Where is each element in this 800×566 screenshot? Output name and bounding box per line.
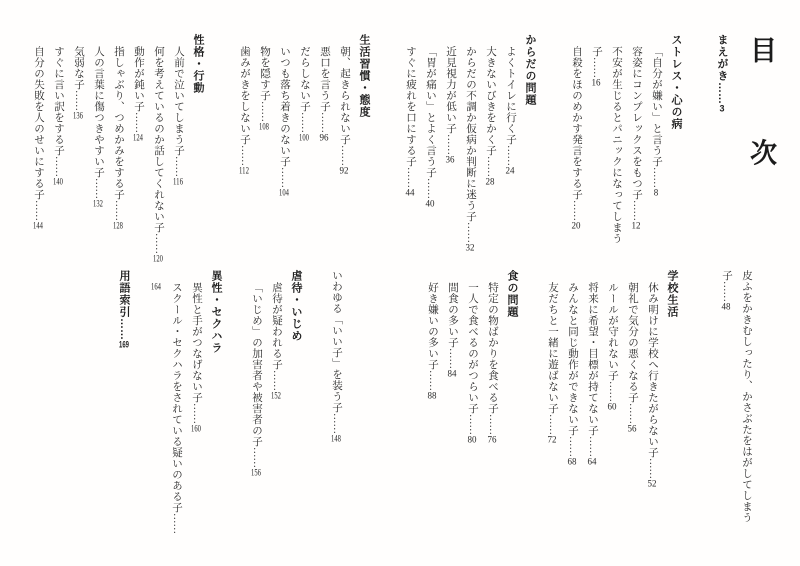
entry-label: 自殺をほのめかす発言をする子 bbox=[571, 46, 582, 200]
page-number: 40 bbox=[425, 199, 435, 208]
leader-dots: …… bbox=[153, 233, 164, 254]
page-number: 28 bbox=[485, 177, 495, 186]
leader-dots: …… bbox=[721, 281, 732, 302]
page-number: 136 bbox=[73, 111, 83, 120]
entry-label: いわゆる「いい子」を装う子 bbox=[331, 270, 342, 413]
section-header: 虐待・いじめ bbox=[290, 270, 302, 342]
toc-entry bbox=[108, 34, 128, 274]
leader-dots: …… bbox=[133, 112, 144, 133]
entry-label: 物を隠す子 bbox=[259, 46, 270, 101]
page-number: 80 bbox=[467, 435, 477, 444]
leader-dots: …… bbox=[647, 458, 658, 479]
toc-entry bbox=[246, 270, 266, 542]
entry-label: だらしない子 bbox=[299, 46, 310, 112]
leader-dots: …… bbox=[53, 156, 64, 177]
frontmatter-entry bbox=[712, 34, 732, 274]
toc-entry-continuation bbox=[716, 270, 756, 542]
leader-dots: …… bbox=[485, 156, 496, 177]
section-header: 性格・行動 bbox=[192, 34, 204, 94]
entry-label: スクール・セクハラをされている疑いのある子 bbox=[171, 282, 182, 513]
toc-entry bbox=[68, 34, 88, 274]
section-header: からだの問題 bbox=[524, 34, 536, 106]
entry-label: 友だちと一緒に遊ばない子 bbox=[547, 282, 558, 414]
toc-entry bbox=[422, 270, 442, 542]
toc-entry bbox=[602, 270, 622, 542]
toc-entry bbox=[582, 270, 602, 542]
leader-dots: …… bbox=[251, 447, 262, 468]
entry-label: からだの不調か仮病か判断に迷う子 bbox=[465, 46, 476, 222]
entry-label: 異性と手がつなげない子 bbox=[191, 282, 202, 403]
leader-dots: …… bbox=[173, 156, 184, 177]
entry-label: すぐに言い訳をする子 bbox=[53, 46, 64, 156]
page-number: 128 bbox=[113, 221, 123, 230]
entry-label: 虐待が疑われる子 bbox=[271, 282, 282, 370]
toc-entry bbox=[148, 34, 168, 274]
entry-label: 「いじめ」の加害者や被害者の子 bbox=[251, 282, 262, 447]
leader-dots: …… bbox=[445, 134, 456, 155]
section-body-problems bbox=[400, 34, 540, 274]
page-number: 20 bbox=[571, 221, 581, 230]
leader-dots: …… bbox=[118, 318, 130, 340]
leader-dots: …… bbox=[465, 222, 476, 243]
leader-dots: …… bbox=[587, 436, 598, 457]
page-number: 144 bbox=[33, 221, 43, 230]
glossary-index-entry bbox=[114, 270, 134, 542]
entry-label: 休み明けに学校へ行きたがらない子 bbox=[647, 282, 658, 458]
page-number: 140 bbox=[53, 177, 63, 186]
page-number: 164 bbox=[151, 282, 161, 291]
leader-dots: …… bbox=[447, 348, 458, 369]
section-header: 異性・セクハラ bbox=[210, 270, 222, 354]
toc-entry bbox=[642, 270, 662, 542]
leader-dots: …… bbox=[271, 370, 282, 391]
page-number: 132 bbox=[93, 199, 103, 208]
leader-dots: …… bbox=[567, 436, 578, 457]
page-number: 52 bbox=[647, 479, 657, 488]
entry-label: 人の言葉に傷つきやすい子 bbox=[93, 46, 104, 178]
leader-dots: …… bbox=[467, 414, 478, 435]
toc-left-page bbox=[114, 270, 756, 542]
leader-dots: …… bbox=[259, 101, 270, 122]
page-number: 44 bbox=[405, 188, 415, 197]
leader-dots: …… bbox=[113, 200, 124, 221]
leader-dots: …… bbox=[425, 178, 436, 199]
entry-label: いつも落ち着きのない子 bbox=[279, 46, 290, 167]
entry-label: 自分の失敗を人のせいにする子 bbox=[33, 46, 44, 200]
page-number: 100 bbox=[299, 133, 309, 142]
section-header: ストレス・心の病 bbox=[670, 34, 682, 130]
toc-right-page bbox=[28, 34, 778, 274]
entry-label: ルールが守れない子 bbox=[607, 282, 618, 381]
leader-dots: …… bbox=[279, 167, 290, 188]
entry-label: 「胃が痛い」とよく言う子 bbox=[425, 46, 436, 178]
page-number: 12 bbox=[631, 221, 641, 230]
leader-dots: …… bbox=[339, 145, 350, 166]
toc-entry bbox=[234, 34, 254, 274]
section-abuse-bullying bbox=[246, 270, 306, 542]
entry-label: 一人で食べるのがつらい子 bbox=[467, 282, 478, 414]
page-number: 56 bbox=[627, 424, 637, 433]
section-school-life bbox=[542, 270, 682, 542]
page-number: 8 bbox=[653, 188, 659, 197]
leader-dots: …… bbox=[505, 145, 516, 166]
entry-label: 間食の多い子 bbox=[447, 282, 458, 348]
entry-label: みんなと同じ動作ができない子 bbox=[567, 282, 578, 436]
page-number: 104 bbox=[279, 188, 289, 197]
entry-label: 好き嫌いの多い子 bbox=[427, 282, 438, 370]
entry-label: まえがき bbox=[716, 34, 728, 82]
toc-entry bbox=[480, 34, 500, 274]
toc-entry bbox=[128, 34, 148, 274]
toc-entry bbox=[168, 34, 188, 274]
toc-entry bbox=[482, 270, 502, 542]
entry-label: 皮ふをかきむしったり、かさぶたをはがしてしまう子 bbox=[721, 270, 752, 523]
page-number: 156 bbox=[251, 468, 261, 477]
toc-entry bbox=[586, 34, 626, 274]
toc-entry bbox=[146, 270, 186, 542]
toc-entry bbox=[88, 34, 108, 274]
page-number: 92 bbox=[339, 166, 349, 175]
entry-label: 「自分が嫌い」と言う子 bbox=[651, 46, 662, 167]
page-number: 96 bbox=[319, 133, 329, 142]
entry-label: 朝、起きられない子 bbox=[339, 46, 350, 145]
page-number: 72 bbox=[547, 435, 557, 444]
page-number: 76 bbox=[487, 435, 497, 444]
section-header: 学校生活 bbox=[666, 270, 678, 318]
toc-title: 目 次 bbox=[746, 36, 776, 190]
section-stress-mental bbox=[566, 34, 686, 274]
toc-entry bbox=[626, 34, 646, 274]
toc-entry bbox=[266, 270, 286, 542]
entry-label: 朝礼で気分の悪くなる子 bbox=[627, 282, 638, 403]
entry-label: 何を考えているのか話してくれない子 bbox=[153, 46, 164, 233]
page-number: 48 bbox=[721, 302, 731, 311]
section-personality-behavior bbox=[28, 34, 208, 274]
section-header: 食の問題 bbox=[506, 270, 518, 318]
toc-entry bbox=[440, 34, 460, 274]
leader-dots: …… bbox=[716, 82, 728, 104]
entry-label: 不安が生じるとパニックになってしまう子 bbox=[591, 46, 622, 244]
page-number: 112 bbox=[239, 166, 249, 175]
leader-dots: …… bbox=[607, 381, 618, 402]
section-food-problems bbox=[422, 270, 522, 542]
toc-entry bbox=[254, 34, 274, 274]
page-number: 32 bbox=[465, 243, 475, 252]
page-number: 64 bbox=[587, 457, 597, 466]
page-number: 24 bbox=[505, 166, 515, 175]
page-number: 116 bbox=[173, 177, 183, 186]
section-header: 生活習慣・態度 bbox=[358, 34, 370, 118]
entry-label: 近見視力が低い子 bbox=[445, 46, 456, 134]
toc-entry bbox=[334, 34, 354, 274]
entry-label: 将来に希望・目標が持てない子 bbox=[587, 282, 598, 436]
leader-dots: …… bbox=[627, 403, 638, 424]
leader-dots: …… bbox=[239, 145, 250, 166]
leader-dots: …… bbox=[631, 200, 642, 221]
section-opposite-sex-harassment bbox=[146, 270, 226, 542]
section-lifestyle-attitude bbox=[234, 34, 374, 274]
page-number: 160 bbox=[191, 424, 201, 433]
entry-label: 指しゃぶり、つめかみをする子 bbox=[113, 46, 124, 200]
toc-entry bbox=[400, 34, 420, 274]
leader-dots: …… bbox=[299, 112, 310, 133]
entry-label: 容姿にコンプレックスをもつ子 bbox=[631, 46, 642, 200]
page-number: 120 bbox=[153, 254, 163, 263]
page-number: 36 bbox=[445, 155, 455, 164]
toc-entry bbox=[420, 34, 440, 274]
entry-label: すぐに疲れを口にする子 bbox=[405, 46, 416, 167]
entry-label: 人前で泣いてしまう子 bbox=[173, 46, 184, 156]
entry-label: 動作が鈍い子 bbox=[133, 46, 144, 112]
page-number: 88 bbox=[427, 391, 437, 400]
page-number: 148 bbox=[331, 434, 341, 443]
leader-dots: …… bbox=[331, 413, 342, 434]
leader-dots: …… bbox=[547, 414, 558, 435]
toc-entry bbox=[566, 34, 586, 274]
toc-entry bbox=[646, 34, 666, 274]
entry-label: 大きないびきをかく子 bbox=[485, 46, 496, 156]
page-number: 3 bbox=[719, 104, 725, 113]
toc-entry bbox=[314, 34, 334, 274]
toc-entry bbox=[562, 270, 582, 542]
page-number: 84 bbox=[447, 369, 457, 378]
entry-label: 悪口を言う子 bbox=[319, 46, 330, 112]
page-number: 152 bbox=[271, 391, 281, 400]
toc-entry bbox=[460, 34, 480, 274]
entry-label: 気弱な子 bbox=[73, 46, 84, 90]
leader-dots: …… bbox=[93, 178, 104, 199]
page-number: 60 bbox=[607, 402, 617, 411]
toc-entry bbox=[500, 34, 520, 274]
leader-dots: …… bbox=[319, 112, 330, 133]
entry-label: 特定の物ばかりを食べる子 bbox=[487, 282, 498, 414]
leader-dots: …… bbox=[33, 200, 44, 221]
toc-entry bbox=[294, 34, 314, 274]
toc-entry bbox=[48, 34, 68, 274]
leader-dots: …… bbox=[73, 90, 84, 111]
toc-entry bbox=[462, 270, 482, 542]
toc-entry bbox=[274, 34, 294, 274]
entry-label: 歯みがきをしない子 bbox=[239, 46, 250, 145]
entry-label: 用語索引 bbox=[118, 270, 130, 318]
entry-label: よくトイレに行く子 bbox=[505, 46, 516, 145]
leader-dots: …… bbox=[591, 57, 602, 78]
leader-dots: …… bbox=[571, 200, 582, 221]
leader-dots: …… bbox=[651, 167, 662, 188]
toc-entry bbox=[442, 270, 462, 542]
leader-dots: …… bbox=[191, 403, 202, 424]
leader-dots: …… bbox=[405, 167, 416, 188]
toc-entry bbox=[186, 270, 206, 542]
toc-entry bbox=[542, 270, 562, 542]
leader-dots: …… bbox=[427, 370, 438, 391]
toc-entry-continuation bbox=[326, 270, 346, 542]
toc-entry bbox=[622, 270, 642, 542]
page-number: 68 bbox=[567, 457, 577, 466]
page-number: 108 bbox=[259, 122, 269, 131]
leader-dots: …… bbox=[487, 414, 498, 435]
page-number: 169 bbox=[119, 340, 129, 349]
page-number: 16 bbox=[591, 78, 601, 87]
page-number: 124 bbox=[133, 133, 143, 142]
leader-dots: …… bbox=[171, 513, 182, 534]
toc-entry bbox=[28, 34, 48, 274]
